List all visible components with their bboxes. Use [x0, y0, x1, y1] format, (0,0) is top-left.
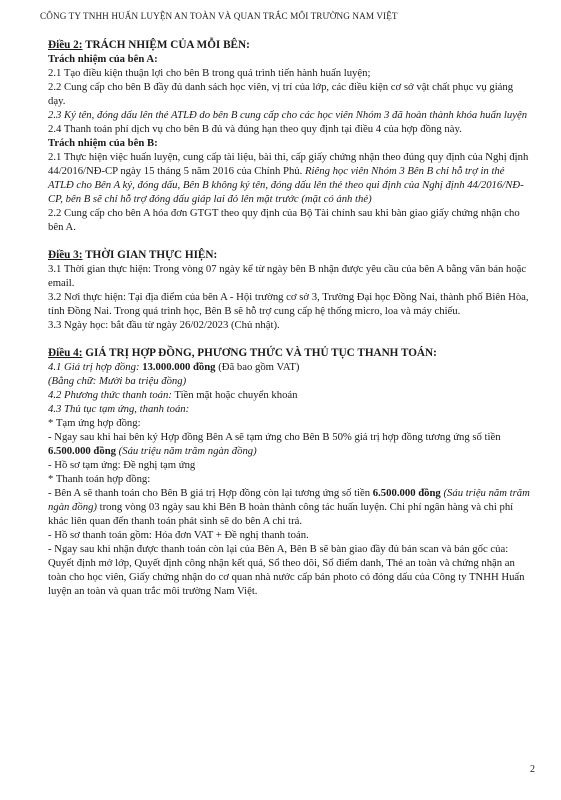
contract-value-note: (Đã bao gồm VAT) — [215, 361, 300, 373]
payment-method-label: 4.2 Phương thức thanh toán: — [48, 389, 172, 401]
party-b-item-1-note: Riêng học viên Nhóm 3 Bên B chỉ hỗ trợ in thẻ ATLĐ cho Bên A ký, đóng dấu, Bên B không ký tên, đóng dấu lên thẻ theo qui định của Nghị định 44/2016/NĐ-CP, bên B sẽ chỉ hỗ trợ đóng dấu giáp lai đỏ lên mặt trước (mặt có ảnh thẻ) — [48, 165, 524, 205]
article-3-item-2: 3.2 Nơi thực hiện: Tại địa điểm của bên A - Hội trường cơ sở 3, Trường Đại học Đồng Nai, thành phố Biên Hòa, tỉnh Đồng Nai. Trong quá trình học, Bên B sẽ hỗ trợ cung cấp hệ thống micro, loa và máy chiếu. — [48, 291, 529, 317]
party-a-item-2: 2.2 Cung cấp cho bên B đầy đủ danh sách học viên, vị trí của lớp, các điều kiện cơ sở vật chất phục vụ giảng dạy. — [48, 81, 514, 107]
contract-value — [48, 360, 531, 374]
payment-text-body: - Bên A sẽ thanh toán cho Bên B giá trị Hợp đồng còn lại tương ứng số tiền — [48, 487, 373, 499]
payment-method-value: Tiền mặt hoặc chuyển khoản — [171, 389, 298, 401]
payment-dossier: - Hồ sơ thanh toán gồm: Hóa đơn VAT + Đề nghị thanh toán. — [48, 529, 309, 541]
payment-amount-words: (Sáu triệu năm trăm ngàn đồng) — [48, 487, 530, 513]
party-a-item-3: 2.3 Ký tên, đóng dấu lên thẻ ATLĐ do bên B cung cấp cho các học viên Nhóm 3 đã hoàn thành khóa huấn luyện — [48, 109, 528, 121]
advance-dossier: - Hồ sơ tạm ứng: Đề nghị tạm ứng — [48, 459, 196, 471]
article-3-item-3: 3.3 Ngày học: bắt đầu từ ngày 26/02/2023 (Chủ nhật). — [48, 319, 280, 331]
party-a-item-1: 2.1 Tạo điều kiện thuận lợi cho bên B trong quá trình tiến hành huấn luyện; — [48, 67, 371, 79]
article-4-heading — [48, 346, 531, 360]
advance-text — [48, 430, 531, 458]
payment-amount: 6.500.000 đồng — [372, 487, 441, 499]
party-b-item-2: 2.2 Cung cấp cho bên A hóa đơn GTGT theo quy định của Bộ Tài chính sau khi bàn giao giấy chứng nhận cho bên A. — [48, 207, 520, 233]
article-3-item-1: 3.1 Thời gian thực hiện: Trong vòng 07 ngày kể từ ngày bên B nhận được yêu cầu của bên A bằng văn bản hoặc email. — [48, 263, 527, 289]
payment-heading: * Thanh toán hợp đồng: — [48, 473, 151, 485]
advance-amount-words: (Sáu triệu năm trăm ngàn đồng) — [116, 445, 257, 457]
party-b-item-1 — [48, 150, 531, 206]
procedure-heading: 4.3 Thủ tục tạm ứng, thanh toán: — [48, 403, 190, 415]
article-4-title: GIÁ TRỊ HỢP ĐỒNG, PHƯƠNG THỨC VÀ THỦ TỤC THANH TOÁN: — [82, 347, 437, 359]
article-4-number: Điều 4: — [48, 347, 83, 359]
page-number: 2 — [530, 764, 535, 775]
payment-method — [48, 388, 531, 402]
advance-heading: * Tạm ứng hợp đồng: — [48, 417, 141, 429]
party-b-heading: Trách nhiệm của bên B: — [48, 137, 158, 149]
article-2-number: Điều 2: — [48, 39, 83, 51]
party-a-item-4: 2.4 Thanh toán phí dịch vụ cho bên B đủ và đúng hạn theo quy định tại điều 4 của hợp đồng này. — [48, 123, 462, 135]
party-a-heading: Trách nhiệm của bên A: — [48, 53, 158, 65]
contract-value-amount: 13.000.000 đồng — [142, 361, 216, 373]
article-3-heading — [48, 248, 531, 262]
advance-text-body: - Ngay sau khi hai bên ký Hợp đồng Bên A sẽ tạm ứng cho Bên B 50% giá trị hợp đồng tương ứng số tiền — [48, 431, 501, 443]
handover-text: - Ngay sau khi nhận được thanh toán còn lại của Bên A, Bên B sẽ bàn giao đầy đủ bản scan và bản gốc của: Quyết định mở lớp, Quyết định công nhận kết quả, Sổ theo dõi, Sổ điểm danh, Thẻ an toàn và chứng nhận an toàn cho học viên, Giấy chứng nhận do cơ quan nhà nước cấp bản photo có đóng dấu của Công ty TNHH Huấn luyện an toàn và quan trắc môi trường Nam Việt. — [48, 543, 525, 597]
company-header: CÔNG TY TNHH HUẤN LUYỆN AN TOÀN VÀ QUAN TRẮC MÔI TRƯỜNG NAM VIỆT — [40, 11, 398, 21]
advance-amount: 6.500.000 đồng — [48, 445, 116, 457]
article-3-title: THỜI GIAN THỰC HIỆN: — [82, 249, 218, 261]
article-2-heading — [48, 38, 531, 52]
article-2-title: TRÁCH NHIỆM CỦA MỖI BÊN: — [82, 39, 250, 51]
article-3-number: Điều 3: — [48, 249, 83, 261]
party-b-item-1-text: 2.1 Thực hiện việc huấn luyện, cung cấp tài liệu, bài thi, cấp giấy chứng nhận theo đúng quy định của Nghị định 44/2016/NĐ-CP ngày 15 tháng 5 năm 2016 của Chính Phủ. — [48, 151, 529, 177]
payment-text-tail: trong vòng 03 ngày sau khi Bên B hoàn thành công tác huấn luyện. Chi phí ngân hàng và chi phí khác liên quan đến thanh toán phát sinh sẽ do bên A chi trả. — [48, 501, 514, 527]
contract-value-words: (Bằng chữ: Mười ba triệu đồng) — [48, 375, 187, 387]
contract-value-label: 4.1 Giá trị hợp đồng: — [48, 361, 143, 373]
payment-text — [48, 486, 531, 528]
